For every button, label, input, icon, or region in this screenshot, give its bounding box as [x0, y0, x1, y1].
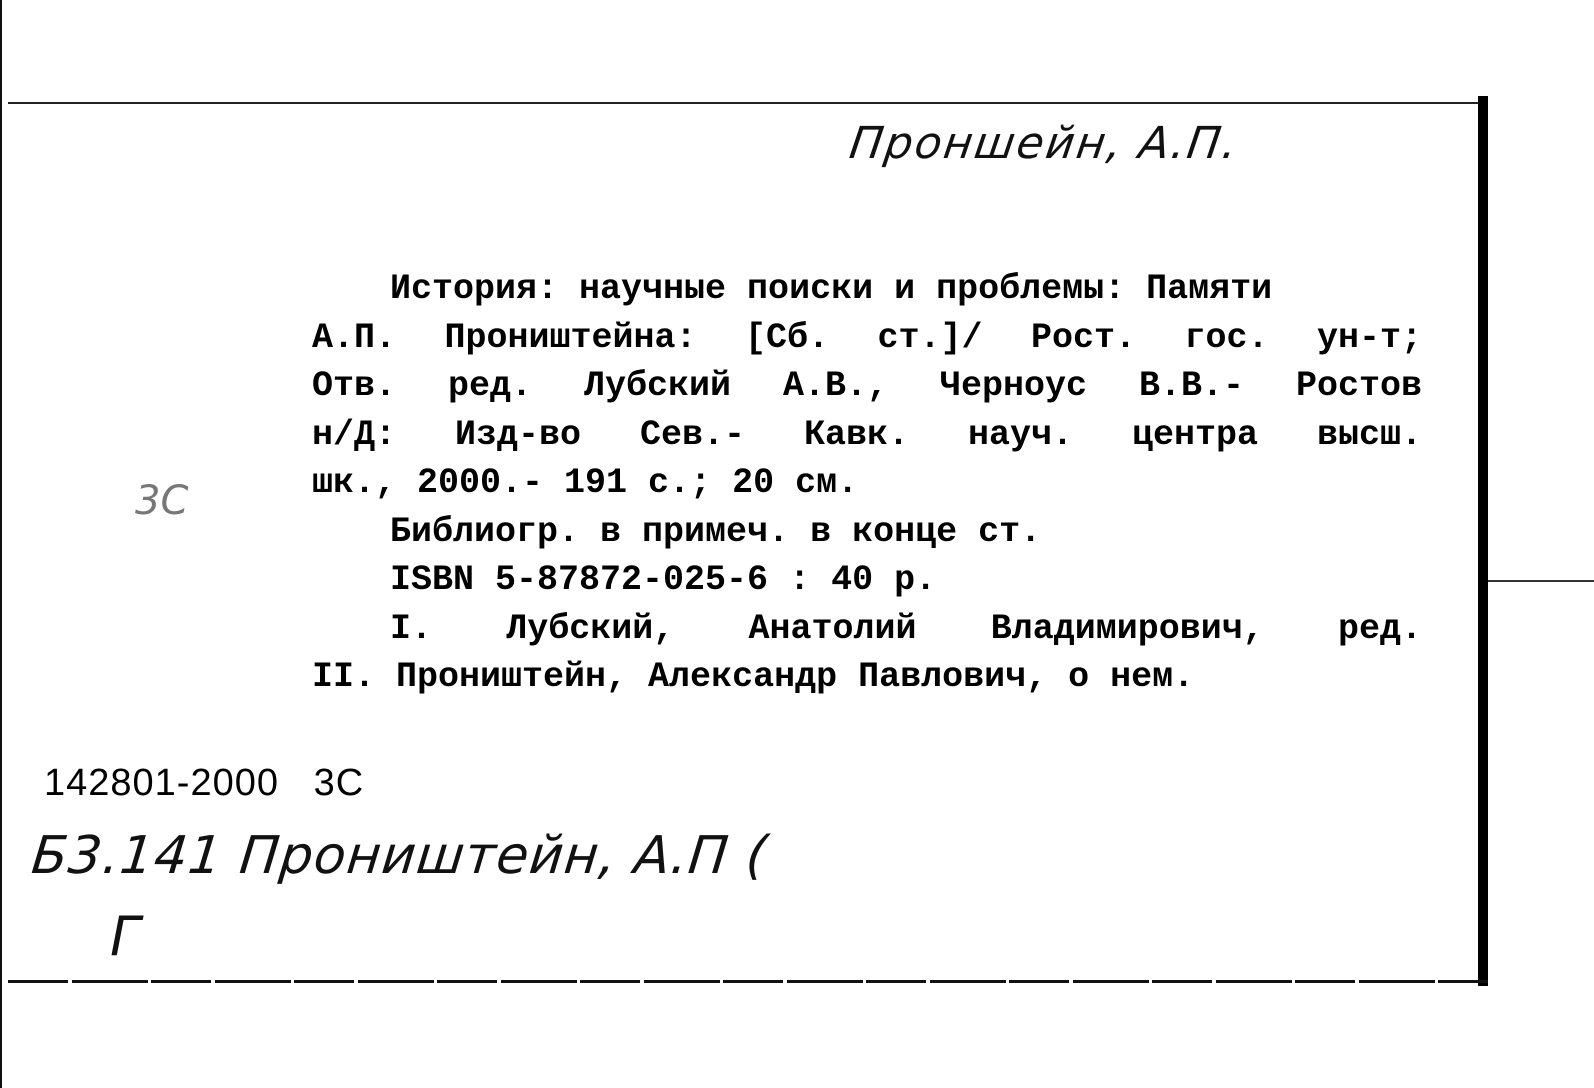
card-bottom-border [8, 980, 1488, 983]
card-right-border [1478, 96, 1488, 986]
card-line-5: шк., 2000.- 191 с.; 20 см. [312, 463, 859, 503]
accession-number: 142801-2000 3С [44, 762, 365, 804]
handwritten-letter: Г [110, 905, 141, 968]
handwritten-author-heading: Проншейн, А.П. [846, 118, 1243, 169]
card-top-border [8, 102, 1486, 104]
card-line-2: А.П. Проништейна: [Сб. ст.]/ Рост. гос. ун-т; [312, 317, 1422, 358]
card-note: Библиогр. в примеч. в конце ст. [390, 511, 1042, 552]
card-line-4: н/Д: Изд-во Сев.- Кавк. науч. центра высш. [312, 414, 1422, 455]
card-tracing-1: I. Лубский, Анатолий Владимирович, ред. [390, 608, 1422, 649]
card-tracing-2: II. Проништейн, Александр Павлович, о нем. [312, 657, 1195, 697]
handwritten-margin-mark: 3С [135, 478, 189, 524]
page-left-edge [0, 0, 2, 1088]
catalog-card-body [312, 265, 1422, 702]
scan-edge-line [1488, 580, 1594, 582]
card-title-line: История: научные поиски и проблемы: Памяти [390, 269, 1273, 309]
card-line-3: Отв. ред. Лубский А.В., Черноус В.В.- Ростов [312, 366, 1422, 406]
handwritten-call-number: Б3.141 Проништейн, А.П ( [28, 826, 771, 886]
card-isbn: ISBN 5-87872-025-6 : 40 р. [390, 560, 937, 600]
